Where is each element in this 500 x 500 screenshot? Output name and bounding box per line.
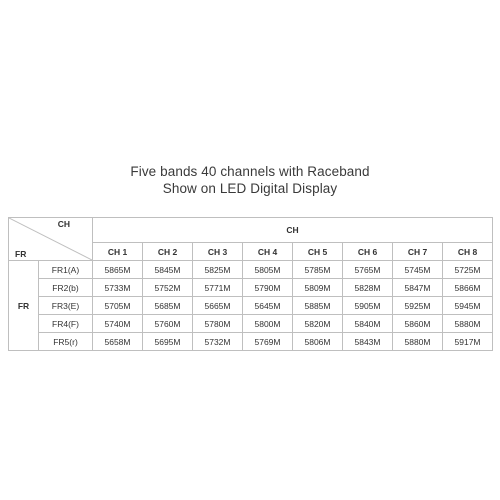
table-row	[9, 261, 493, 279]
channel-header: CH 8	[443, 243, 493, 261]
title-line-2: Show on LED Digital Display	[162, 181, 338, 196]
frequency-cell: 5705M	[93, 297, 143, 315]
frequency-cell: 5733M	[93, 279, 143, 297]
frequency-table	[8, 217, 493, 351]
frequency-cell: 5820M	[293, 315, 343, 333]
frequency-cell: 5945M	[443, 297, 493, 315]
frequency-cell: 5780M	[193, 315, 243, 333]
frequency-cell: 5790M	[243, 279, 293, 297]
channel-header: CH 4	[243, 243, 293, 261]
corner-ch-label: CH	[57, 219, 70, 229]
frequency-cell: 5885M	[293, 297, 343, 315]
band-label: FR5(r)	[39, 333, 93, 351]
frequency-cell: 5917M	[443, 333, 493, 351]
frequency-cell: 5665M	[193, 297, 243, 315]
channel-header: CH 5	[293, 243, 343, 261]
frequency-cell: 5905M	[343, 297, 393, 315]
frequency-cell: 5809M	[293, 279, 343, 297]
frequency-cell: 5825M	[193, 261, 243, 279]
band-label: FR1(A)	[39, 261, 93, 279]
corner-header-cell	[9, 218, 93, 261]
channel-header: CH 7	[393, 243, 443, 261]
channel-header: CH 1	[93, 243, 143, 261]
frequency-cell: 5925M	[393, 297, 443, 315]
frequency-cell: 5769M	[243, 333, 293, 351]
title-line-1: Five bands 40 channels with Raceband	[130, 164, 370, 179]
band-label: FR2(b)	[39, 279, 93, 297]
band-label: FR4(F)	[39, 315, 93, 333]
table-row	[9, 315, 493, 333]
frequency-cell: 5658M	[93, 333, 143, 351]
table-row	[9, 333, 493, 351]
frequency-cell: 5695M	[143, 333, 193, 351]
frequency-cell: 5880M	[393, 333, 443, 351]
frequency-cell: 5732M	[193, 333, 243, 351]
frequency-cell: 5860M	[393, 315, 443, 333]
frequency-cell: 5645M	[243, 297, 293, 315]
frequency-cell: 5800M	[243, 315, 293, 333]
frequency-cell: 5840M	[343, 315, 393, 333]
frequency-cell: 5828M	[343, 279, 393, 297]
ch-group-header: CH	[93, 218, 493, 243]
frequency-cell: 5847M	[393, 279, 443, 297]
corner-fr-label: FR	[15, 249, 27, 259]
band-label: FR3(E)	[39, 297, 93, 315]
frequency-cell: 5725M	[443, 261, 493, 279]
frequency-cell: 5880M	[443, 315, 493, 333]
frequency-cell: 5785M	[293, 261, 343, 279]
channel-header: CH 6	[343, 243, 393, 261]
frequency-cell: 5866M	[443, 279, 493, 297]
frequency-cell: 5806M	[293, 333, 343, 351]
frequency-cell: 5760M	[143, 315, 193, 333]
frequency-cell: 5752M	[143, 279, 193, 297]
table-row	[9, 279, 493, 297]
frequency-cell: 5745M	[393, 261, 443, 279]
frequency-cell: 5845M	[143, 261, 193, 279]
frequency-cell: 5843M	[343, 333, 393, 351]
channel-header: CH 2	[143, 243, 193, 261]
frequency-cell: 5765M	[343, 261, 393, 279]
table-row	[9, 297, 493, 315]
fr-row-label: FR	[9, 261, 39, 351]
frequency-cell: 5865M	[93, 261, 143, 279]
frequency-cell: 5740M	[93, 315, 143, 333]
frequency-cell: 5771M	[193, 279, 243, 297]
frequency-cell: 5685M	[143, 297, 193, 315]
frequency-cell: 5805M	[243, 261, 293, 279]
channel-header: CH 3	[193, 243, 243, 261]
